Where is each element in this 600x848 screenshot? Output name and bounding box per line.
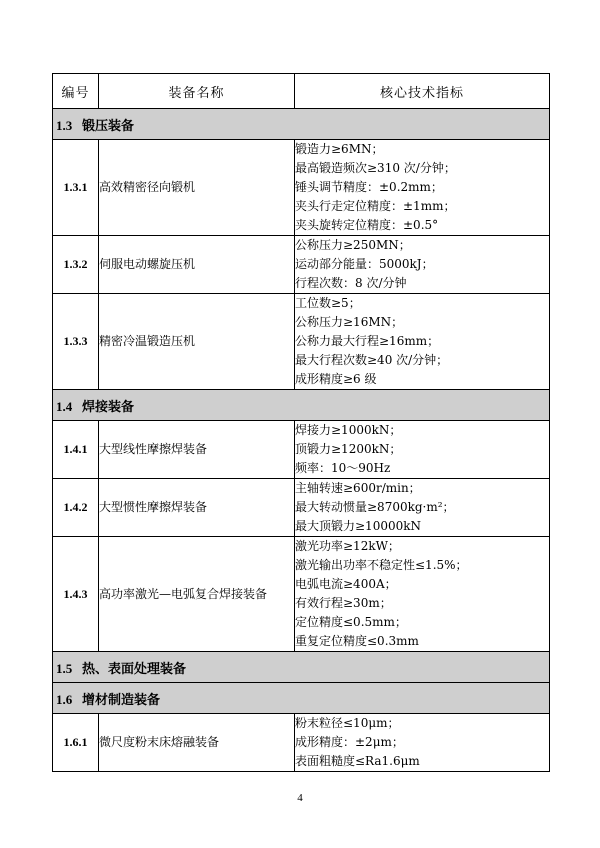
section-row xyxy=(53,109,550,140)
spec-line: 顶锻力≥1200kN； xyxy=(295,442,402,456)
spec-line: 粉末粒径≤10μm； xyxy=(295,716,400,730)
spec-line: 焊接力≥1000kN； xyxy=(295,423,402,437)
table-row xyxy=(53,479,550,537)
section-number: 1.5 xyxy=(56,660,73,676)
spec-line: 最大顶锻力≥10000kN xyxy=(295,519,422,533)
section-number: 1.6 xyxy=(56,691,73,707)
spec-line: 激光输出功率不稳定性≤1.5%； xyxy=(295,558,468,572)
section-heading xyxy=(53,109,550,140)
section-number: 1.3 xyxy=(56,117,73,133)
item-name: 大型线性摩擦焊装备 xyxy=(99,421,295,479)
spec-line: 行程次数：8 次/分钟 xyxy=(295,276,407,290)
spec-line: 锻造力≥6MN； xyxy=(295,142,384,156)
spec-line: 重复定位精度≤0.3mm xyxy=(295,634,419,648)
spec-line: 有效行程≥30m； xyxy=(295,596,392,610)
item-number: 1.6.1 xyxy=(53,714,99,772)
item-specs xyxy=(295,294,550,390)
item-number: 1.3.3 xyxy=(53,294,99,390)
spec-line: 公称压力≥250MN； xyxy=(295,238,411,252)
spec-line: 公称压力≥16MN； xyxy=(295,315,404,329)
table-header-row xyxy=(53,74,550,109)
section-number: 1.4 xyxy=(56,398,73,414)
page-number: 4 xyxy=(297,792,303,804)
section-row xyxy=(53,652,550,683)
section-row xyxy=(53,390,550,421)
table-row xyxy=(53,236,550,294)
section-heading xyxy=(53,652,550,683)
item-number: 1.3.2 xyxy=(53,236,99,294)
spec-line: 频率：10～90Hz xyxy=(295,461,391,475)
table-row xyxy=(53,714,550,772)
item-number: 1.4.3 xyxy=(53,537,99,652)
spec-line: 定位精度≤0.5mm； xyxy=(295,615,407,629)
spec-line: 成形精度：±2μm； xyxy=(295,735,404,749)
item-name: 伺服电动螺旋压机 xyxy=(99,236,295,294)
section-title: 增材制造装备 xyxy=(82,692,161,708)
table-row xyxy=(53,140,550,236)
item-number: 1.4.2 xyxy=(53,479,99,537)
item-specs xyxy=(295,714,550,772)
spec-line: 成形精度≥6 级 xyxy=(295,372,377,386)
item-name: 微尺度粉末床熔融装备 xyxy=(99,714,295,772)
spec-line: 表面粗糙度≤Ra1.6μm xyxy=(295,754,420,768)
section-heading xyxy=(53,683,550,714)
spec-line: 最高锻造频次≥310 次/分钟； xyxy=(295,161,456,175)
item-specs xyxy=(295,421,550,479)
item-number: 1.4.1 xyxy=(53,421,99,479)
spec-line: 最大行程次数≥40 次/分钟； xyxy=(295,353,449,367)
item-number: 1.3.1 xyxy=(53,140,99,236)
section-title: 热、表面处理装备 xyxy=(82,661,187,677)
header-specs: 核心技术指标 xyxy=(295,74,550,109)
spec-line: 夹头行走定位精度：±1mm； xyxy=(295,199,456,213)
item-name: 高效精密径向锻机 xyxy=(99,140,295,236)
table-row xyxy=(53,421,550,479)
spec-line: 锤头调节精度：±0.2mm； xyxy=(295,180,443,194)
item-name: 精密冷温锻造压机 xyxy=(99,294,295,390)
item-name: 大型惯性摩擦焊装备 xyxy=(99,479,295,537)
equipment-spec-table xyxy=(52,73,550,772)
spec-line: 主轴转速≥600r/min； xyxy=(295,481,421,495)
item-specs xyxy=(295,479,550,537)
table-row xyxy=(53,294,550,390)
item-name: 高功率激光—电弧复合焊接装备 xyxy=(99,537,295,652)
table-row xyxy=(53,537,550,652)
section-title: 焊接装备 xyxy=(82,399,135,415)
section-heading xyxy=(53,390,550,421)
spec-line: 电弧电流≥400A； xyxy=(295,577,397,591)
spec-line: 公称力最大行程≥16mm； xyxy=(295,334,440,348)
section-title: 锻压装备 xyxy=(82,118,135,134)
item-specs xyxy=(295,236,550,294)
section-row xyxy=(53,683,550,714)
item-specs xyxy=(295,537,550,652)
spec-line: 运动部分能量：5000kJ； xyxy=(295,257,434,271)
header-num: 编号 xyxy=(53,74,99,109)
item-specs xyxy=(295,140,550,236)
spec-line: 工位数≥5； xyxy=(295,296,361,310)
spec-line: 夹头旋转定位精度：±0.5° xyxy=(295,218,439,232)
spec-line: 最大转动惯量≥8700kg·m²； xyxy=(295,500,455,514)
header-name: 装备名称 xyxy=(99,74,295,109)
spec-line: 激光功率≥12kW； xyxy=(295,539,400,553)
